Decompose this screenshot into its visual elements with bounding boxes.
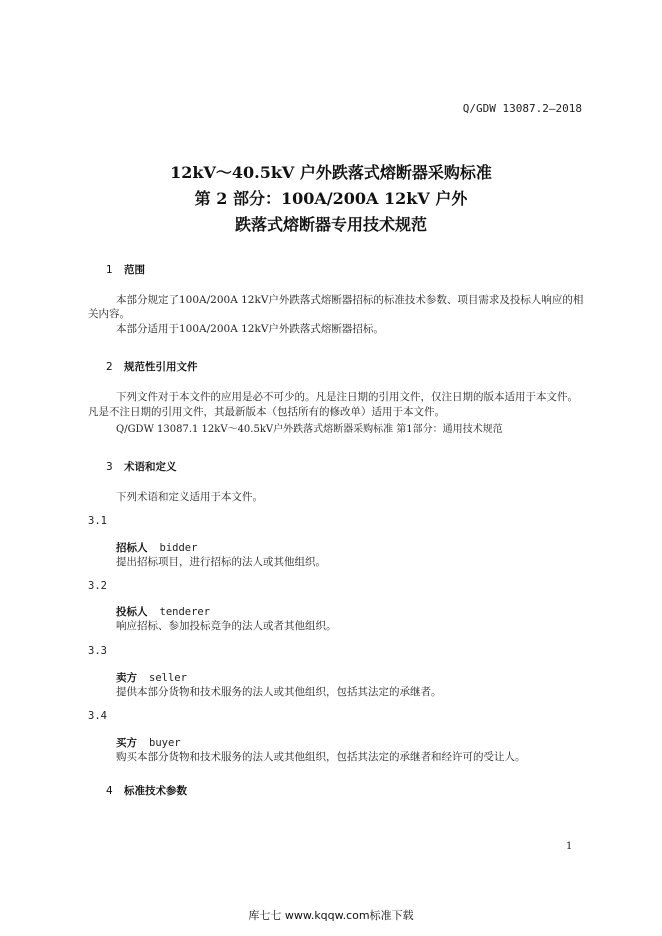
clause-number: 3.3 xyxy=(88,645,107,657)
section-2-heading xyxy=(106,359,198,374)
term-name: 招标人 xyxy=(116,542,148,554)
term-definition: 提供本部分货物和技术服务的法人或其他组织，包括其法定的承继者。 xyxy=(116,686,442,698)
section-3-heading xyxy=(106,459,177,474)
section-1-para-2: 本部分适用于100A/200A 12kV户外跌落式熔断器招标。 xyxy=(116,323,384,335)
term-definition: 提出招标项目，进行招标的法人或其他组织。 xyxy=(116,556,326,568)
title-line-3: 跌落式熔断器专用技术规范 xyxy=(234,215,427,234)
term-definition: 购买本部分货物和技术服务的法人或其他组织，包括其法定的承继者和经许可的受让人。 xyxy=(116,751,526,763)
term-english: tenderer xyxy=(159,606,211,618)
section-1-para-1-line-2: 关内容。 xyxy=(88,308,130,320)
section-number: 3 xyxy=(106,461,113,473)
document-number: Q/GDW 13087.2—2018 xyxy=(462,102,582,115)
term-english: bidder xyxy=(159,542,198,554)
section-1-para-1-line-1: 本部分规定了100A/200A 12kV户外跌落式熔断器招标的标准技术参数、项目需求及投标人响应的相 xyxy=(116,294,584,306)
section-number: 4 xyxy=(106,785,113,797)
footer-watermark: 库七七 www.kqqw.com标准下载 xyxy=(248,909,414,922)
section-3-intro: 下列术语和定义适用于本文件。 xyxy=(116,491,263,503)
clause-number: 3.4 xyxy=(88,710,107,722)
title-line-2: 第 2 部分：100A/200A 12kV 户外 xyxy=(194,189,468,208)
title-line-1: 12kV～40.5kV 户外跌落式熔断器采购标准 xyxy=(170,163,492,182)
clause-number: 3.1 xyxy=(88,515,107,527)
section-number: 2 xyxy=(106,361,113,373)
section-4-heading xyxy=(106,783,187,798)
page-number: 1 xyxy=(566,841,573,852)
term-definition: 响应招标、参加投标竞争的法人或者其他组织。 xyxy=(116,620,337,632)
term-entry xyxy=(116,540,197,555)
section-2-para-1-line-2: 凡是不注日期的引用文件，其最新版本（包括所有的修改单）适用于本文件。 xyxy=(88,406,445,418)
section-number: 1 xyxy=(106,264,113,276)
clause-number: 3.2 xyxy=(88,580,107,592)
term-name: 买方 xyxy=(116,737,137,749)
term-entry xyxy=(116,670,187,685)
section-title: 术语和定义 xyxy=(124,461,177,473)
section-2-para-1-line-1: 下列文件对于本文件的应用是必不可少的。凡是注日期的引用文件，仅注日期的版本适用于本文件。 xyxy=(116,391,578,403)
term-english: buyer xyxy=(149,737,181,749)
section-title: 规范性引用文件 xyxy=(124,361,198,373)
normative-reference: Q/GDW 13087.1 12kV～40.5kV户外跌落式熔断器采购标准 第1部分：通用技术规范 xyxy=(116,424,503,435)
term-entry xyxy=(116,735,181,750)
section-title: 范围 xyxy=(124,264,145,276)
term-entry xyxy=(116,604,210,619)
term-english: seller xyxy=(149,672,187,684)
section-1-heading xyxy=(106,262,145,277)
section-title: 标准技术参数 xyxy=(124,785,187,797)
term-name: 卖方 xyxy=(116,672,137,684)
term-name: 投标人 xyxy=(116,606,148,618)
